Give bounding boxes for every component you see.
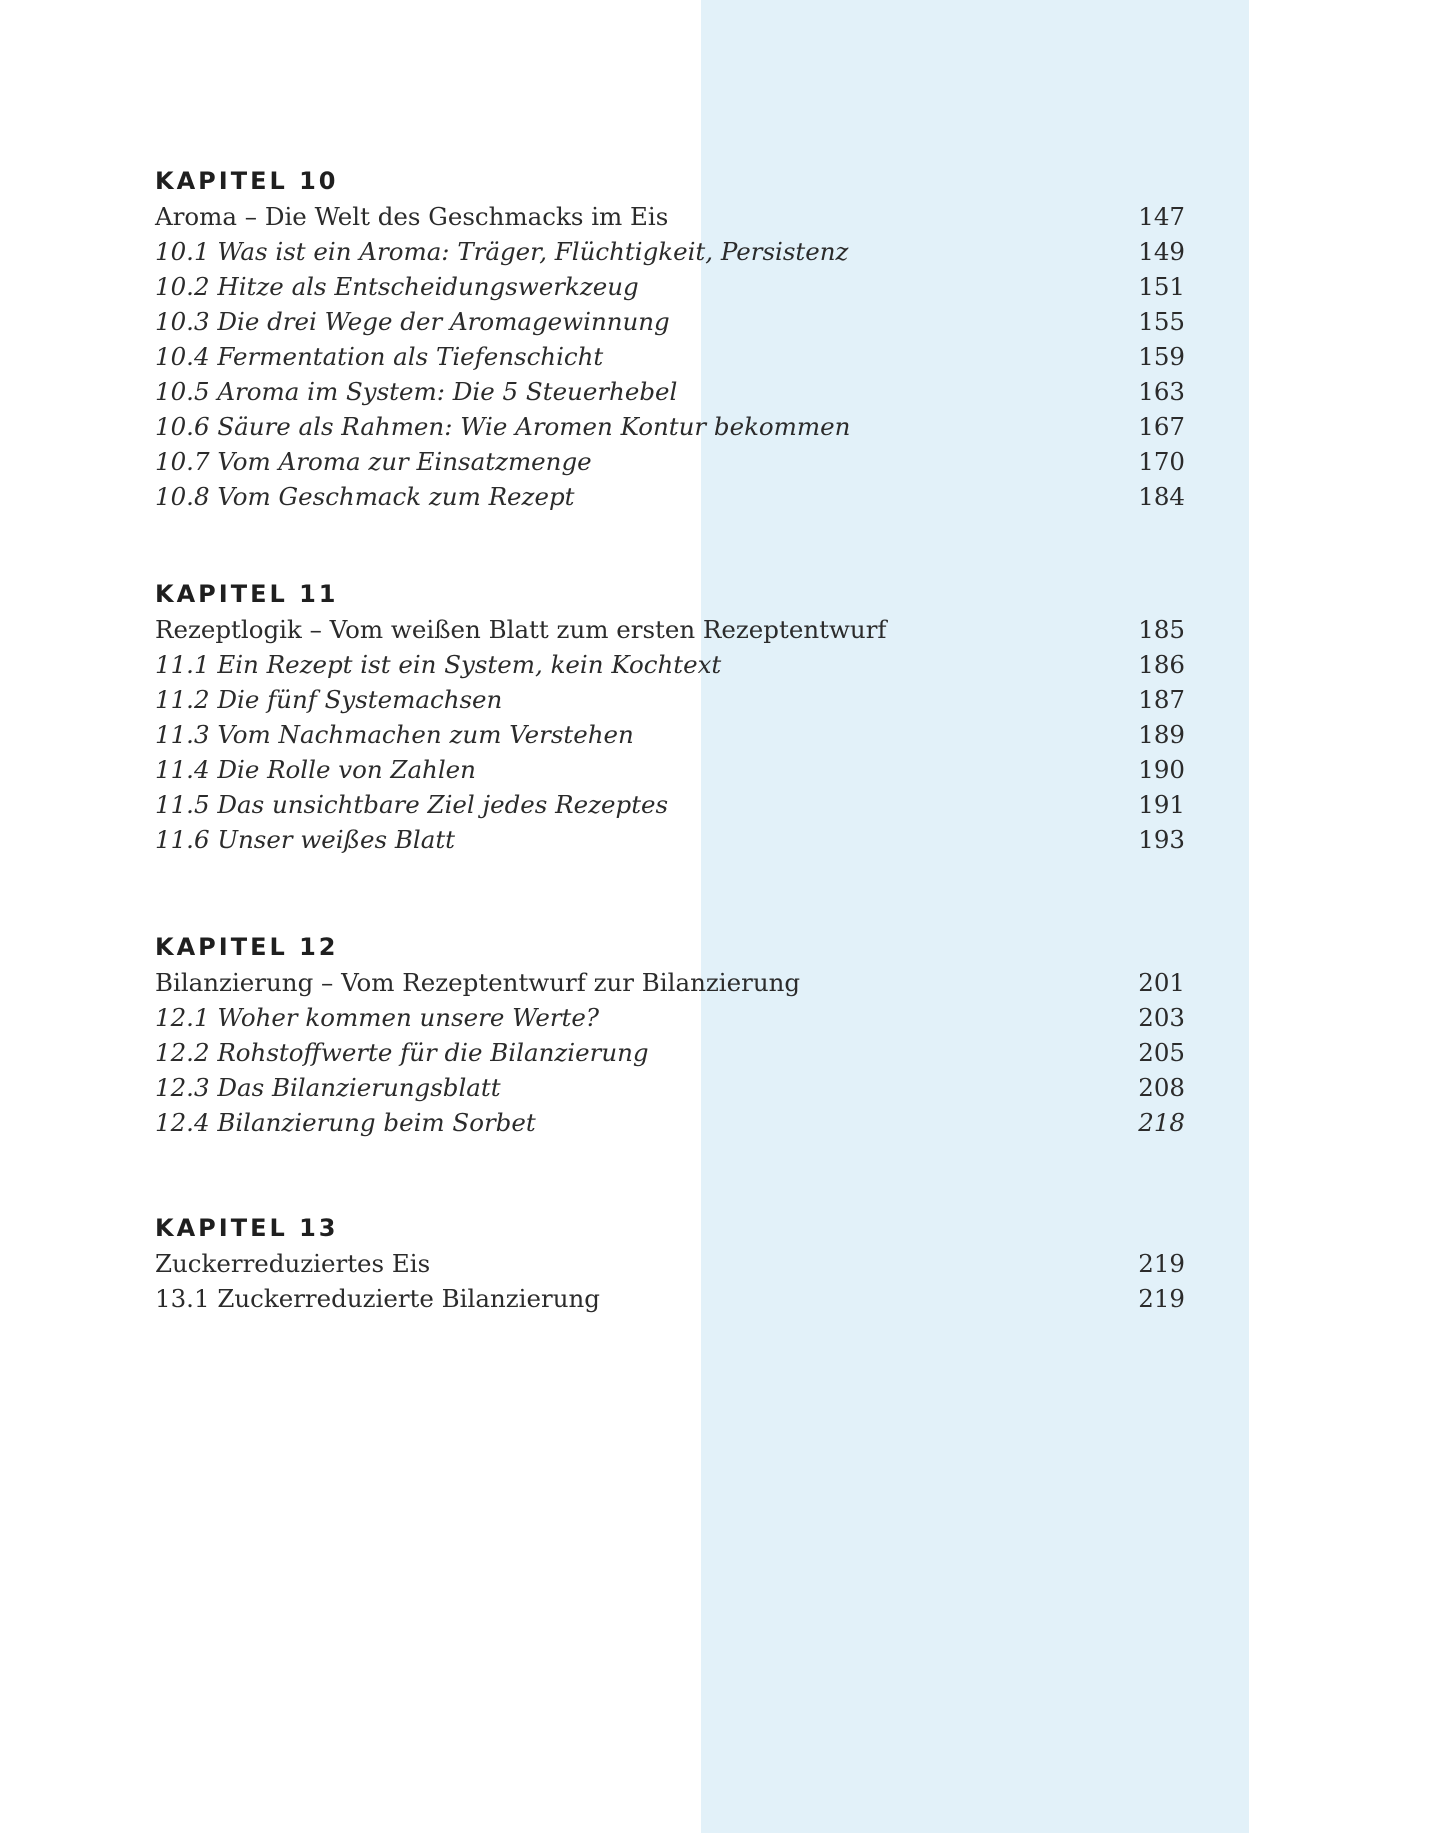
toc-entry xyxy=(155,1070,1185,1105)
toc-entry xyxy=(155,374,1185,409)
entry-title: 11.3 Vom Nachmachen zum Verstehen xyxy=(155,720,634,749)
entry-page: 190 xyxy=(1138,755,1185,784)
entry-page: 155 xyxy=(1138,307,1185,336)
chapter-label: KAPITEL 10 xyxy=(155,167,339,195)
entry-page: 187 xyxy=(1138,685,1185,714)
entry-page: 191 xyxy=(1138,790,1185,819)
toc-entry xyxy=(155,269,1185,304)
chapter-label: KAPITEL 12 xyxy=(155,933,339,961)
entry-title: 10.7 Vom Aroma zur Einsatzmenge xyxy=(155,447,592,476)
toc-entry xyxy=(155,409,1185,444)
entry-page: 147 xyxy=(1138,202,1185,231)
entry-title: 10.6 Säure als Rahmen: Wie Aromen Kontur bekommen xyxy=(155,412,851,441)
entry-page: 159 xyxy=(1138,342,1185,371)
entry-title: 10.2 Hitze als Entscheidungswerkzeug xyxy=(155,272,639,301)
toc-entry xyxy=(155,1105,1185,1140)
entry-title: 12.4 Bilanzierung beim Sorbet xyxy=(155,1108,536,1137)
table-of-contents xyxy=(155,163,1185,1378)
toc-entry xyxy=(155,752,1185,787)
toc-entry xyxy=(155,612,1185,647)
toc-entry xyxy=(155,234,1185,269)
entry-title: 10.1 Was ist ein Aroma: Träger, Flüchtigkeit, Persistenz xyxy=(155,237,849,266)
entry-title: 13.1 Zuckerreduzierte Bilanzierung xyxy=(155,1284,600,1313)
entry-title: 12.1 Woher kommen unsere Werte? xyxy=(155,1003,600,1032)
entry-title: 10.8 Vom Geschmack zum Rezept xyxy=(155,482,575,511)
toc-entry xyxy=(155,965,1185,1000)
entry-title: Zuckerreduziertes Eis xyxy=(155,1249,431,1278)
toc-entry xyxy=(155,199,1185,234)
entry-title: Rezeptlogik – Vom weißen Blatt zum ersten Rezeptentwurf xyxy=(155,615,887,644)
toc-entry xyxy=(155,717,1185,752)
toc-entry xyxy=(155,682,1185,717)
chapter-label: KAPITEL 11 xyxy=(155,580,339,608)
entry-page: 218 xyxy=(1138,1108,1185,1137)
toc-entry xyxy=(155,787,1185,822)
entry-title: 12.3 Das Bilanzierungsblatt xyxy=(155,1073,501,1102)
entry-title: 11.5 Das unsichtbare Ziel jedes Rezeptes xyxy=(155,790,669,819)
entry-title: 10.4 Fermentation als Tiefenschicht xyxy=(155,342,604,371)
entry-title: 11.2 Die fünf Systemachsen xyxy=(155,685,503,714)
entry-page: 203 xyxy=(1138,1003,1185,1032)
entry-title: 11.1 Ein Rezept ist ein System, kein Kochtext xyxy=(155,650,722,679)
entry-page: 186 xyxy=(1138,650,1185,679)
entry-page: 184 xyxy=(1138,482,1185,511)
entry-page: 185 xyxy=(1138,615,1185,644)
chapter-11 xyxy=(155,576,1185,857)
entry-page: 151 xyxy=(1138,272,1185,301)
entry-page: 219 xyxy=(1138,1284,1185,1313)
toc-entry xyxy=(155,1000,1185,1035)
entry-title: 10.3 Die drei Wege der Aromagewinnung xyxy=(155,307,670,336)
entry-page: 189 xyxy=(1138,720,1185,749)
toc-entry xyxy=(155,479,1185,514)
toc-entry xyxy=(155,339,1185,374)
toc-entry xyxy=(155,1035,1185,1070)
chapter-10 xyxy=(155,163,1185,514)
toc-entry xyxy=(155,1246,1185,1281)
entry-page: 208 xyxy=(1138,1073,1185,1102)
toc-entry xyxy=(155,647,1185,682)
entry-title: 12.2 Rohstoffwerte für die Bilanzierung xyxy=(155,1038,649,1067)
entry-title: 10.5 Aroma im System: Die 5 Steuerhebel xyxy=(155,377,678,406)
toc-entry xyxy=(155,444,1185,479)
entry-title: 11.4 Die Rolle von Zahlen xyxy=(155,755,476,784)
toc-entry xyxy=(155,822,1185,857)
entry-page: 149 xyxy=(1138,237,1185,266)
entry-page: 170 xyxy=(1138,447,1185,476)
toc-entry xyxy=(155,1281,1185,1316)
entry-page: 201 xyxy=(1138,968,1185,997)
entry-page: 163 xyxy=(1138,377,1185,406)
entry-page: 167 xyxy=(1138,412,1185,441)
entry-title: Aroma – Die Welt des Geschmacks im Eis xyxy=(155,202,669,231)
toc-entry xyxy=(155,304,1185,339)
entry-title: 11.6 Unser weißes Blatt xyxy=(155,825,456,854)
entry-page: 205 xyxy=(1138,1038,1185,1067)
chapter-12 xyxy=(155,929,1185,1140)
entry-page: 219 xyxy=(1138,1249,1185,1278)
chapter-label: KAPITEL 13 xyxy=(155,1214,339,1242)
entry-title: Bilanzierung – Vom Rezeptentwurf zur Bilanzierung xyxy=(155,968,801,997)
chapter-13 xyxy=(155,1210,1185,1316)
entry-page: 193 xyxy=(1138,825,1185,854)
